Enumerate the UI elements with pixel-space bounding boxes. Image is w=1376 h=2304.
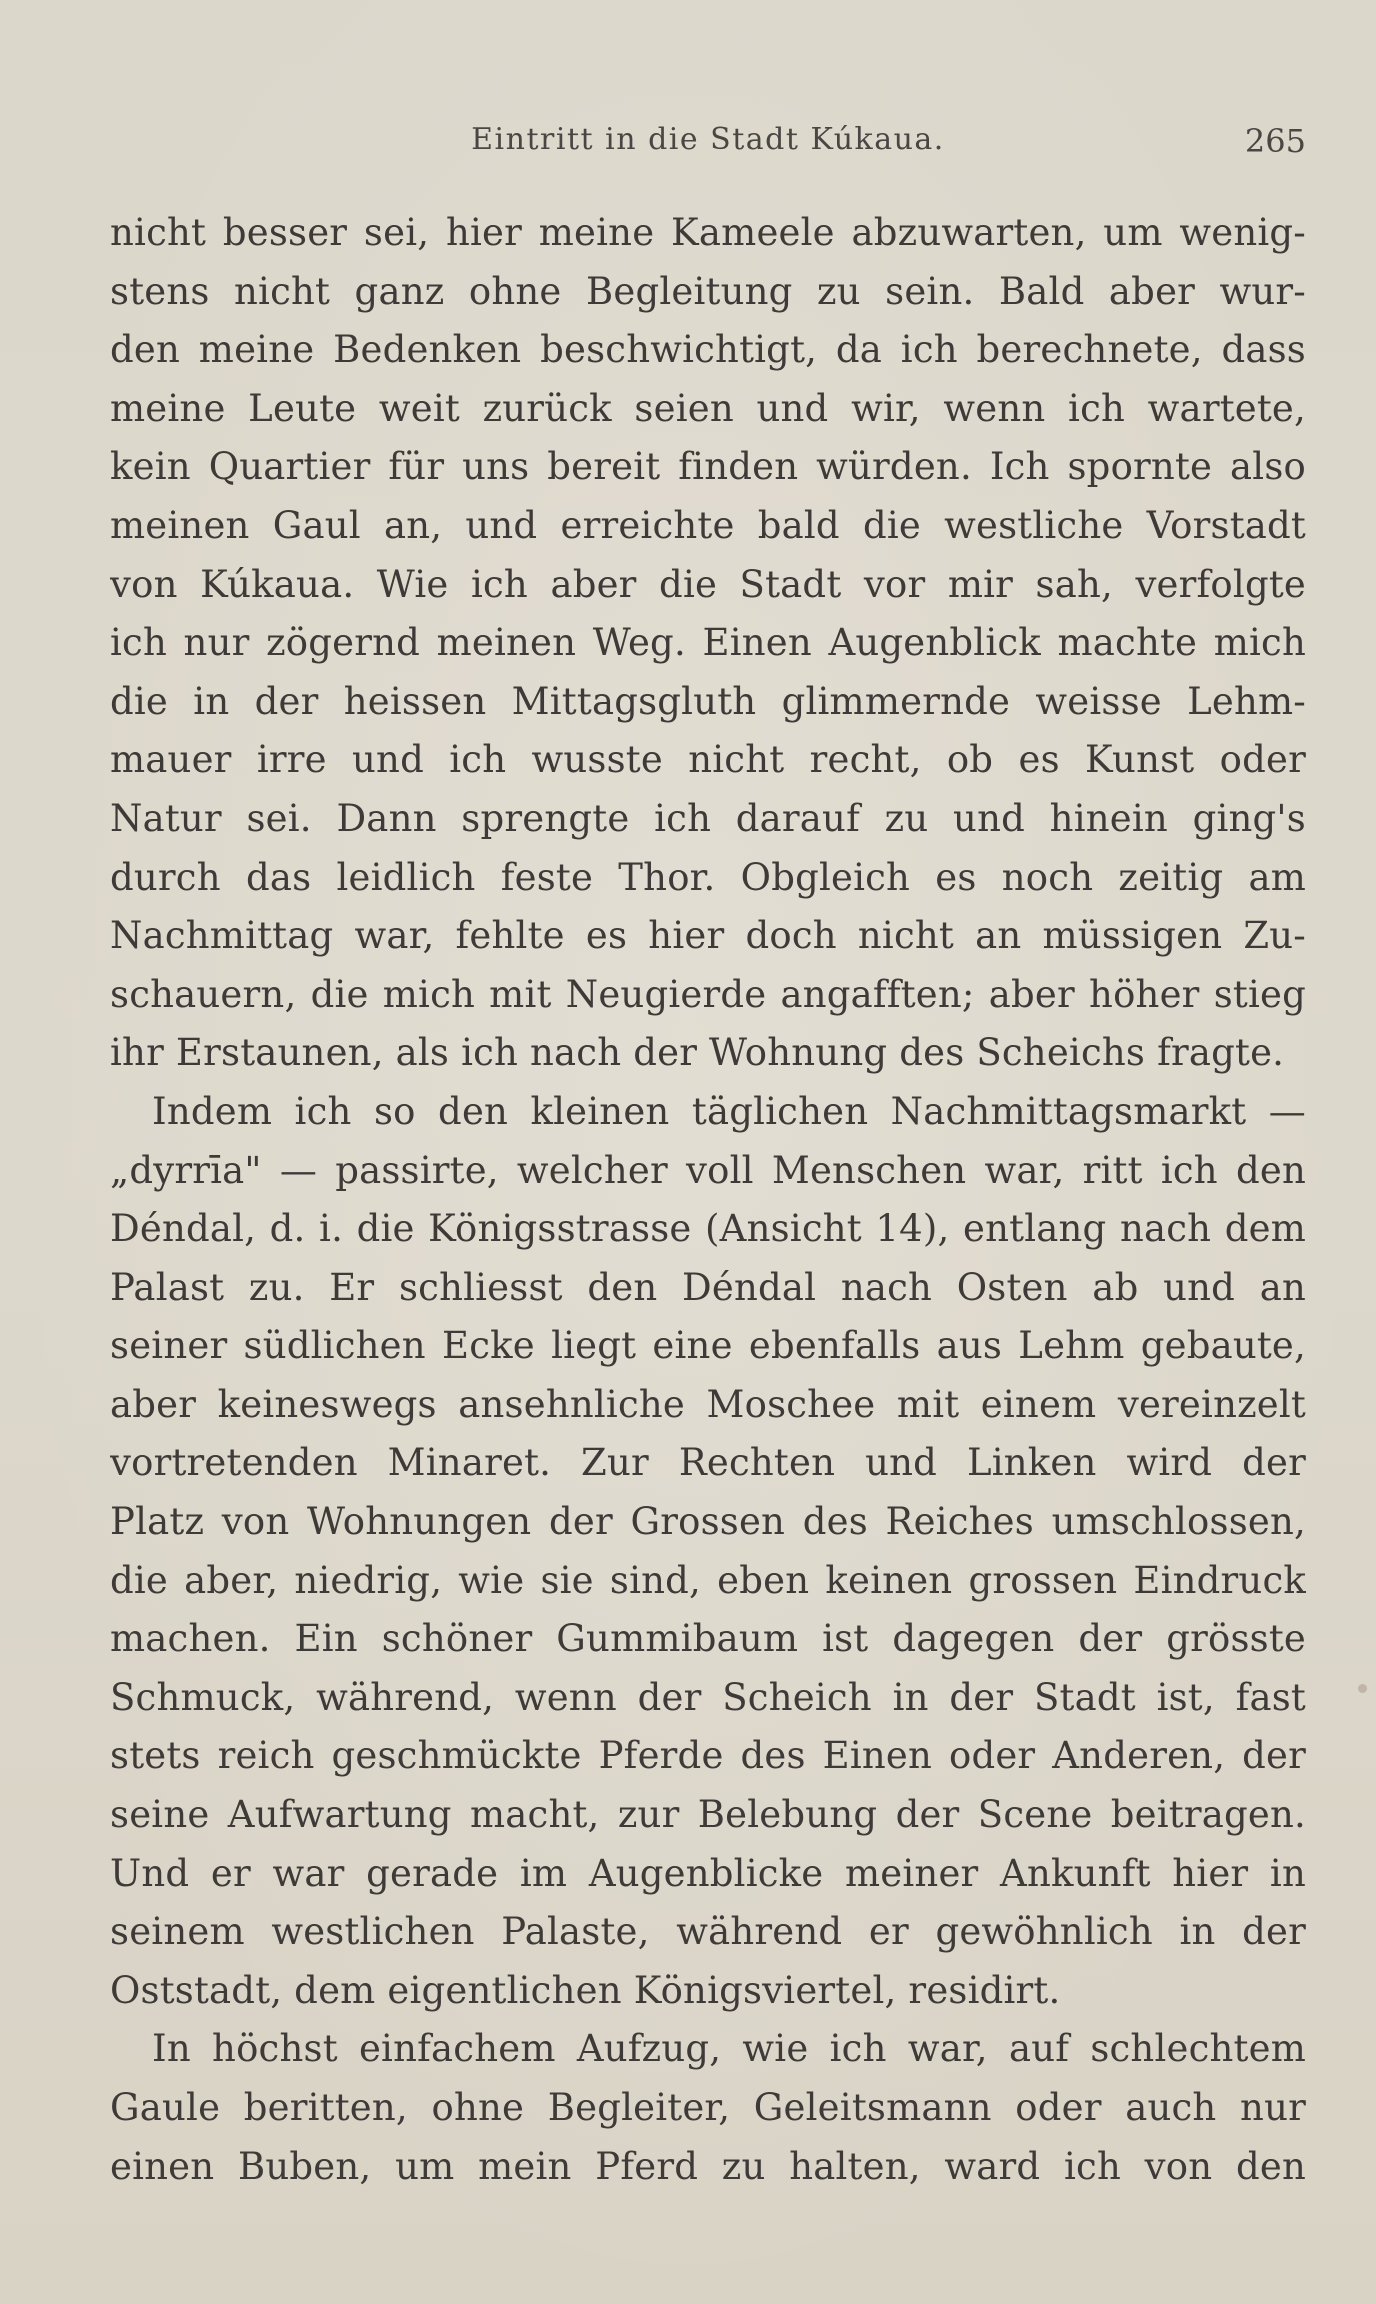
- text-line: nicht besser sei, hier meine Kameele abzuwarten, um wenig-: [110, 211, 1306, 254]
- text-line: von Kúkaua. Wie ich aber die Stadt vor mir sah, verfolgte: [110, 562, 1306, 606]
- text-line: vortretenden Minaret. Zur Rechten und Linken wird der: [110, 1441, 1306, 1485]
- text-line: die aber, niedrig, wie sie sind, eben keinen grossen Eindruck: [110, 1558, 1306, 1602]
- text-line: Déndal, d. i. die Königsstrasse (Ansicht 14), entlang nach dem: [110, 1207, 1306, 1251]
- text-line: Nachmittag war, fehlte es hier doch nicht an müssigen Zu-: [110, 914, 1306, 958]
- paper-speck: [1358, 1684, 1367, 1693]
- text-line: stens nicht ganz ohne Begleitung zu sein. Bald aber wur-: [110, 269, 1306, 313]
- body-text: [110, 204, 1306, 2196]
- text-line: machen. Ein schöner Gummibaum ist dagegen der grösste: [110, 1617, 1306, 1661]
- text-line: den meine Bedenken beschwichtigt, da ich berechnete, dass: [110, 328, 1306, 372]
- page-number: 265: [1244, 122, 1306, 160]
- text-line: Schmuck, während, wenn der Scheich in der Stadt ist, fast: [110, 1675, 1306, 1719]
- text-line: seine Aufwartung macht, zur Belebung der Scene beitragen.: [110, 1793, 1306, 1837]
- text-line: einen Buben, um mein Pferd zu halten, ward ich von den: [110, 2144, 1306, 2188]
- text-line: Oststadt, dem eigentlichen Königsviertel, residirt.: [110, 1968, 1061, 2012]
- text-line: Platz von Wohnungen der Grossen des Reiches umschlossen,: [110, 1500, 1306, 1544]
- text-line: seinem westlichen Palaste, während er gewöhnlich in der: [110, 1910, 1306, 1954]
- text-line: stets reich geschmückte Pferde des Einen oder Anderen, der: [110, 1734, 1306, 1778]
- text-line: „dyrrīa" — passirte, welcher voll Menschen war, ritt ich den: [110, 1148, 1306, 1192]
- running-head: [110, 122, 1306, 172]
- text-line: schauern, die mich mit Neugierde angafften; aber höher stieg: [110, 972, 1306, 1016]
- text-line: meine Leute weit zurück seien und wir, wenn ich wartete,: [110, 386, 1306, 430]
- paragraph-start-line: Indem ich so den kleinen täglichen Nachmittagsmarkt —: [152, 1089, 1306, 1133]
- text-line: Und er war gerade im Augenblicke meiner Ankunft hier in: [110, 1851, 1306, 1895]
- text-line: kein Quartier für uns bereit finden würden. Ich spornte also: [110, 445, 1306, 489]
- text-line: Palast zu. Er schliesst den Déndal nach Osten ab und an: [110, 1265, 1306, 1309]
- text-line: die in der heissen Mittagsgluth glimmernde weisse Lehm-: [110, 679, 1306, 723]
- text-line: meinen Gaul an, und erreichte bald die westliche Vorstadt: [110, 503, 1306, 547]
- paragraph-start-line: In höchst einfachem Aufzug, wie ich war, auf schlechtem: [152, 2027, 1306, 2071]
- text-line: durch das leidlich feste Thor. Obgleich es noch zeitig am: [110, 855, 1306, 899]
- text-line: Gaule beritten, ohne Begleiter, Geleitsmann oder auch nur: [110, 2086, 1306, 2129]
- text-line: seiner südlichen Ecke liegt eine ebenfalls aus Lehm gebaute,: [110, 1324, 1306, 1368]
- running-head-title: Eintritt in die Stadt Kúkaua.: [471, 122, 945, 157]
- text-line: ihr Erstaunen, als ich nach der Wohnung des Scheichs fragte.: [110, 1031, 1285, 1075]
- text-line: ich nur zögernd meinen Weg. Einen Augenblick machte mich: [110, 621, 1306, 665]
- text-line: Natur sei. Dann sprengte ich darauf zu und hinein ging's: [110, 796, 1306, 840]
- text-line: aber keineswegs ansehnliche Moschee mit einem vereinzelt: [110, 1382, 1306, 1426]
- text-line: mauer irre und ich wusste nicht recht, ob es Kunst oder: [110, 738, 1306, 782]
